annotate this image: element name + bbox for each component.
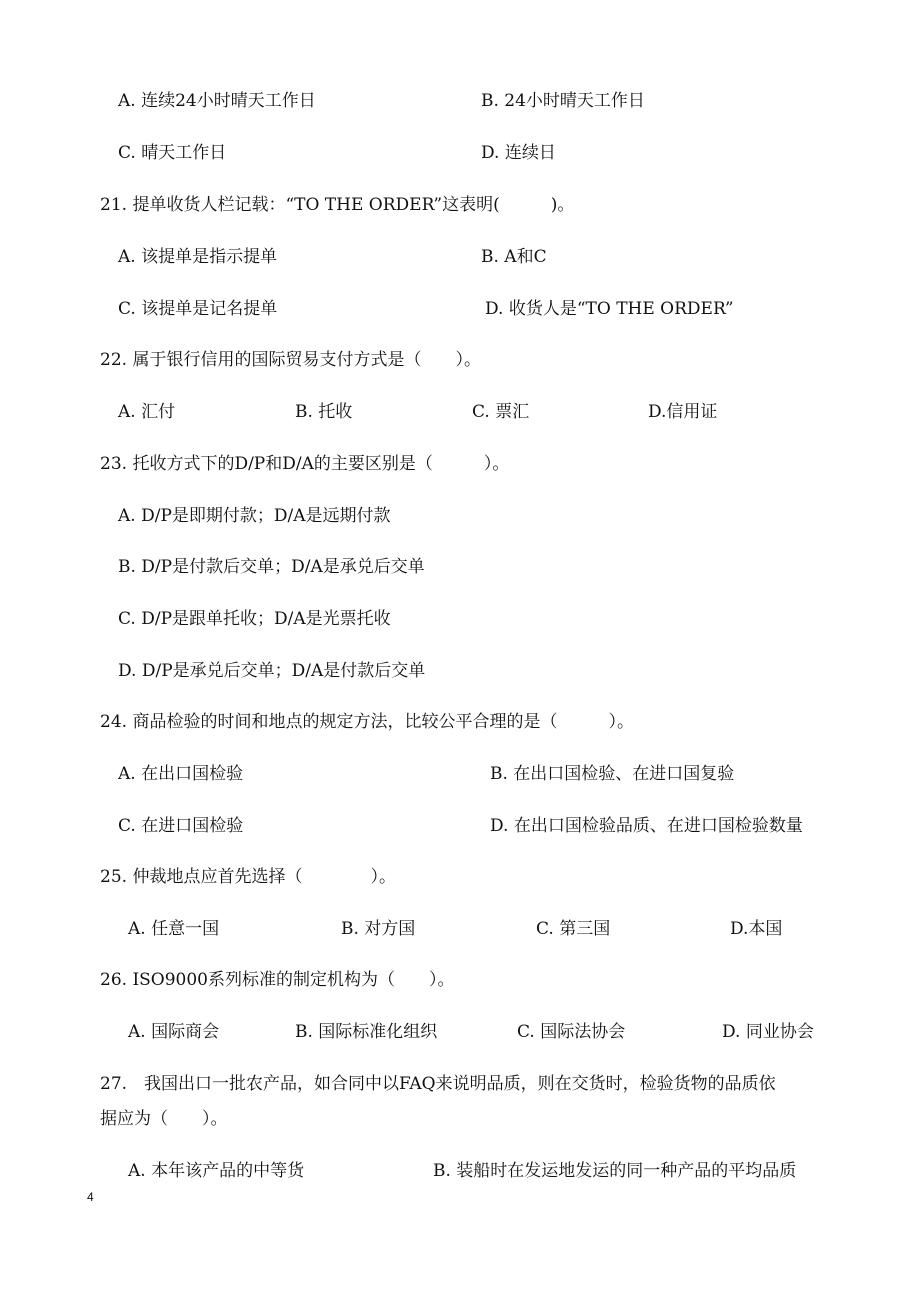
option-21-a: A. 该提单是指示提单 <box>118 247 278 267</box>
option-24-d: D. 在出口国检验品质、在进口国检验数量 <box>490 816 803 836</box>
question-23: 23. 托收方式下的D/P和D/A的主要区别是（ ）。 <box>100 454 510 474</box>
option-22-b: B. 托收 <box>295 402 353 422</box>
option-20-a: A. 连续24小时晴天工作日 <box>118 91 316 111</box>
option-26-a: A. 国际商会 <box>128 1022 220 1042</box>
option-25-c: C. 第三国 <box>536 919 611 939</box>
option-21-c: C. 该提单是记名提单 <box>118 299 278 319</box>
option-25-a: A. 任意一国 <box>128 919 220 939</box>
question-27-cont: 据应为（ ）。 <box>100 1109 228 1129</box>
option-26-d: D. 同业协会 <box>722 1022 814 1042</box>
option-21-b: B. A和C <box>481 247 547 267</box>
option-26-b: B. 国际标准化组织 <box>295 1022 438 1042</box>
question-22: 22. 属于银行信用的国际贸易支付方式是（ ）。 <box>100 350 481 370</box>
option-24-a: A. 在出口国检验 <box>118 764 244 784</box>
option-23-d: D. D/P是承兑后交单；D/A是付款后交单 <box>118 661 426 681</box>
option-20-b: B. 24小时晴天工作日 <box>481 91 645 111</box>
option-20-c: C. 晴天工作日 <box>118 143 227 163</box>
page-number: 4 <box>87 1190 94 1204</box>
option-20-d: D. 连续日 <box>481 143 556 163</box>
option-22-a: A. 汇付 <box>118 402 176 422</box>
question-26: 26. ISO9000系列标准的制定机构为（ ）。 <box>100 970 455 990</box>
option-25-b: B. 对方国 <box>341 919 416 939</box>
option-21-d: D. 收货人是“TO THE ORDER” <box>485 299 734 319</box>
option-23-c: C. D/P是跟单托收；D/A是光票托收 <box>118 609 391 629</box>
option-23-b: B. D/P是付款后交单；D/A是承兑后交单 <box>118 557 425 577</box>
option-22-d: D.信用证 <box>648 402 718 422</box>
question-21: 21. 提单收货人栏记载：“TO THE ORDER”这表明( )。 <box>100 195 575 215</box>
option-27-a: A. 本年该产品的中等货 <box>128 1161 305 1181</box>
option-24-c: C. 在进口国检验 <box>118 816 244 836</box>
option-23-a: A. D/P是即期付款；D/A是远期付款 <box>118 506 391 526</box>
question-27: 27. 我国出口一批农产品，如合同中以FAQ来说明品质，则在交货时，检验货物的品质依 <box>100 1074 776 1094</box>
option-26-c: C. 国际法协会 <box>517 1022 626 1042</box>
option-27-b: B. 装船时在发运地发运的同一种产品的平均品质 <box>433 1161 797 1181</box>
question-24: 24. 商品检验的时间和地点的规定方法，比较公平合理的是（ ）。 <box>100 712 634 732</box>
option-24-b: B. 在出口国检验、在进口国复验 <box>490 764 735 784</box>
option-25-d: D.本国 <box>730 919 783 939</box>
option-22-c: C. 票汇 <box>472 402 530 422</box>
question-25: 25. 仲裁地点应首先选择（ ）。 <box>100 867 396 887</box>
